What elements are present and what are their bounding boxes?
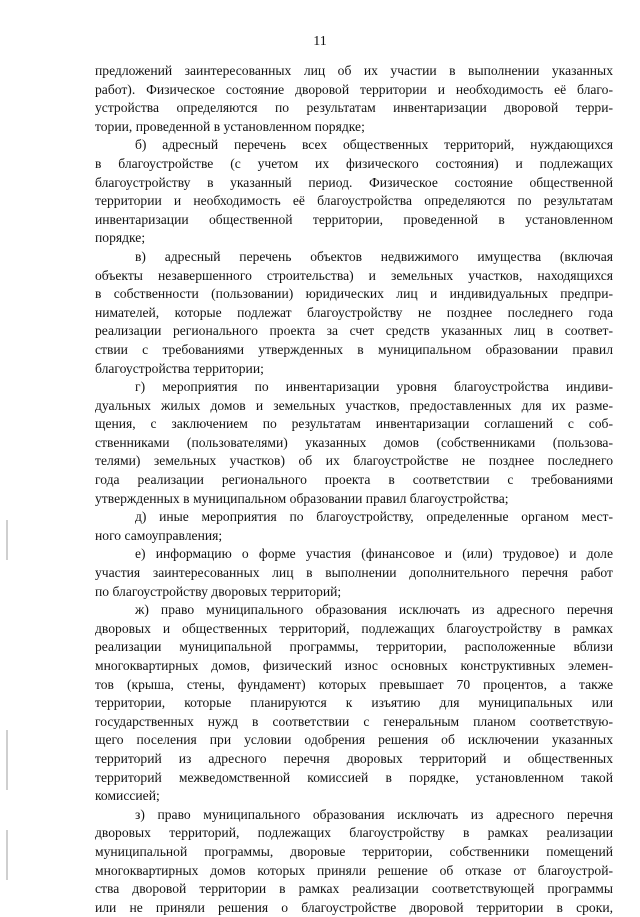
text-line: з) право муниципального образования исключать из адресного перечня: [135, 806, 613, 822]
text-line: многоквартирных домов, физический износ основных конструктивных элемен-: [95, 658, 613, 673]
text-line: в) адресный перечень объектов недвижимого имущества (включая: [135, 248, 613, 264]
text-line: тов (крыша, стены, фундамент) которых превышает 70 процентов, а также: [95, 676, 613, 692]
text-line: дворовых территорий, подлежащих благоустройству в рамках реализации: [95, 825, 613, 841]
text-line: б) адресный перечень всех общественных территорий, нуждающихся: [135, 137, 613, 153]
text-line: е) информацию о форме участия (финансовое и (или) трудовое) и доле: [135, 546, 613, 562]
text-line: г) мероприятия по инвентаризации уровня благоустройства индиви-: [135, 379, 613, 395]
text-line: комиссией;: [95, 788, 160, 804]
text-line: щения, с заключением по результатам инвентаризации соглашений с соб-: [95, 416, 613, 432]
text-line: ствии с требованиями утвержденных в муниципальном образовании правил: [95, 341, 613, 357]
text-line: инвентаризации общественной территории, проведенной в установленном: [95, 211, 613, 227]
text-line: государственных нужд в соответствии с генеральным планом соответствую-: [95, 713, 613, 729]
text-line: реализации регионального проекта за счет средств указанных лиц в соответ-: [95, 323, 613, 339]
text-line: территорий межведомственной комиссией в порядке, установленном такой: [95, 769, 613, 785]
text-line: д) иные мероприятия по благоустройству, определенные органом мест-: [135, 509, 613, 525]
text-line: многоквартирных домов которых приняли решение об отказе от благоустрой-: [95, 862, 613, 878]
text-line: территории, которые планируются к изъятию для муниципальных или: [95, 695, 613, 711]
text-line: по благоустройству дворовых территорий;: [95, 583, 342, 599]
text-line: ного самоуправления;: [95, 527, 223, 543]
text-line: благоустройству в указанный период. Физическое состояние общественной: [95, 174, 613, 190]
text-line: щего поселения при условии одобрения решения об исключении указанных: [95, 732, 613, 748]
text-line: благоустройства территории;: [95, 360, 264, 376]
text-line: дворовых и общественных территорий, подлежащих благоустройству в рамках: [95, 620, 613, 636]
text-line: или не приняли решения о благоустройстве дворовой территории в сроки,: [95, 899, 613, 915]
text-line: участия заинтересованных лиц в выполнении дополнительного перечня работ: [95, 565, 613, 581]
scan-margin-mark: [6, 830, 8, 880]
text-line: года реализации регионального проекта в соответствии с требованиями: [95, 472, 613, 488]
text-line: объекты незавершенного строительства) и земельных участков, находящихся: [95, 267, 613, 283]
text-line: в благоустройстве (с учетом их физического состояния) и подлежащих: [95, 155, 613, 171]
text-line: дуальных жилых домов и земельных участков, предоставленных для их разме-: [95, 397, 613, 413]
text-line: устройства определяются по результатам инвентаризации дворовой терри-: [95, 100, 613, 116]
text-line: порядке;: [95, 230, 146, 246]
text-line: нимателей, которые подлежат благоустройству не позднее последнего года: [95, 304, 613, 320]
text-line: в собственности (пользовании) юридических лиц и индивидуальных предпри-: [95, 286, 613, 302]
text-line: тории, проведенной в установленном порядке;: [95, 118, 365, 134]
text-line: ственниками (пользователями) указанных домов (собственниками (пользова-: [95, 434, 613, 450]
page-number: 11: [313, 34, 327, 49]
text-line: работ). Физическое состояние дворовой территории и необходимость её благо-: [95, 81, 613, 97]
document-body: [95, 62, 613, 917]
text-line: предложений заинтересованных лиц об их участии в выполнении указанных: [95, 63, 613, 78]
text-line: муниципальной программы, дворовые территории, собственники помещений: [95, 843, 613, 859]
text-line: территорий из адресного перечня дворовых территорий и общественных: [95, 750, 613, 766]
text-line: территории и необходимость её благоустройства определяются по результатам: [95, 193, 613, 209]
text-line: телями) земельных участков) об их благоустройстве не позднее последнего: [95, 453, 613, 469]
text-line: ства дворовой территории в рамках реализации соответствующей программы: [95, 881, 613, 897]
text-line: утвержденных в муниципальном образовании правил благоустройства;: [95, 490, 509, 506]
text-line: реализации муниципальной программы, территории, расположенные вблизи: [95, 639, 613, 655]
scan-margin-mark: [6, 520, 8, 560]
scan-margin-mark: [6, 730, 8, 790]
text-line: ж) право муниципального образования исключать из адресного перечня: [135, 602, 613, 618]
